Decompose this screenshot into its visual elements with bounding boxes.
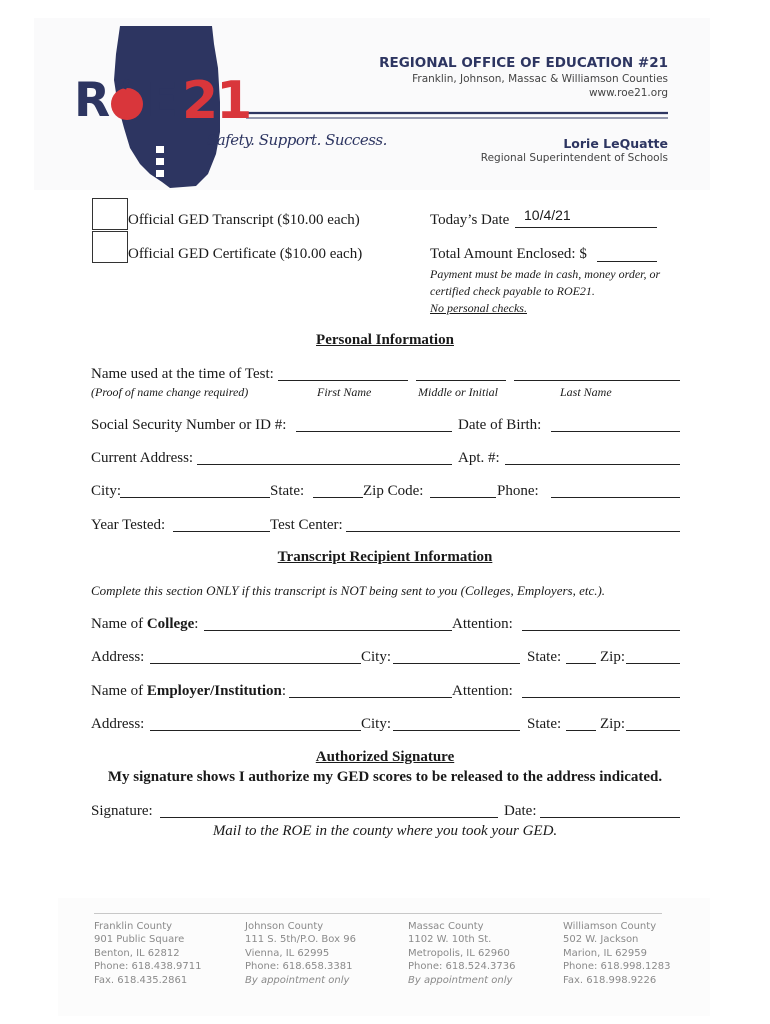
phone-label: Phone: — [497, 483, 539, 499]
footer-divider — [94, 913, 662, 914]
footer-address: 502 W. Jackson — [563, 934, 639, 946]
college-state-label: State: — [527, 649, 562, 665]
signature-date-field[interactable] — [540, 801, 680, 818]
footer-fax: Fax. 618.998.9226 — [563, 974, 657, 986]
transcript-option-label: Official GED Transcript ($10.00 each) — [128, 212, 360, 228]
superintendent-name: Lorie LeQuatte — [563, 136, 668, 151]
employer-state-label: State: — [527, 716, 562, 732]
footer-citystate: Vienna, IL 62995 — [245, 947, 330, 959]
footer-phone: Phone: 618.998.1283 — [563, 961, 671, 973]
personal-info-heading: Personal Information — [316, 332, 454, 348]
employer-name-field[interactable] — [289, 681, 452, 698]
college-name-label: Name of College: — [91, 616, 199, 632]
zip-code-field[interactable] — [430, 481, 496, 498]
last-name-field[interactable] — [514, 364, 680, 381]
ssn-field[interactable] — [296, 415, 452, 432]
footer-phone: Phone: 618.438.9711 — [94, 961, 202, 973]
college-word: College — [146, 616, 195, 632]
last-name-caption: Last Name — [560, 385, 612, 399]
college-zip-field[interactable] — [626, 647, 680, 664]
state-field[interactable] — [313, 481, 363, 498]
employer-attention-label: Attention: — [452, 683, 513, 699]
certificate-option-label: Official GED Certificate ($10.00 each) — [128, 246, 363, 262]
college-city-field[interactable] — [393, 647, 520, 664]
city-field[interactable] — [120, 481, 270, 498]
certificate-checkbox[interactable] — [92, 231, 128, 263]
middle-name-caption: Middle or Initial — [418, 385, 498, 399]
logo-number-21: 21 — [182, 71, 251, 131]
footer-williamson — [563, 920, 671, 987]
college-name-field[interactable] — [204, 614, 452, 631]
todays-date-value: 10/4/21 — [524, 207, 571, 223]
college-city-label: City: — [361, 649, 392, 665]
college-address-field[interactable] — [150, 647, 361, 664]
college-attention-label: Attention: — [452, 616, 513, 632]
employer-name-label: Name of Employer/Institution: — [91, 683, 286, 699]
signature-heading: Authorized Signature — [315, 749, 455, 765]
authorization-statement: My signature shows I authorize my GED scores to be released to the address indicated. — [107, 769, 663, 785]
signature-date-label: Date: — [504, 803, 537, 819]
dob-label: Date of Birth: — [458, 417, 542, 433]
ssn-label: Social Security Number or ID #: — [91, 417, 287, 433]
amount-enclosed-field[interactable] — [597, 245, 657, 262]
footer-appointment: By appointment only — [245, 974, 350, 986]
mail-note: Mail to the ROE in the county where you took your GED. — [212, 823, 558, 839]
footer-county: Williamson County — [563, 921, 657, 932]
test-center-label: Test Center: — [270, 517, 343, 533]
year-tested-label: Year Tested: — [91, 517, 166, 533]
footer-appointment: By appointment only — [408, 974, 513, 986]
footer-franklin — [94, 920, 202, 987]
footer-phone: Phone: 618.524.3736 — [408, 961, 516, 973]
current-address-field[interactable] — [197, 448, 452, 465]
proof-note: (Proof of name change required) — [91, 385, 249, 399]
amount-enclosed-label: Total Amount Enclosed: $ — [430, 246, 587, 262]
employer-zip-label: Zip: — [600, 716, 625, 732]
logo-letter-e: E — [146, 73, 179, 128]
college-state-field[interactable] — [566, 647, 596, 664]
footer-citystate: Benton, IL 62812 — [94, 947, 180, 959]
name-at-test-label: Name used at the time of Test: — [91, 366, 274, 382]
apple-logo-icon — [111, 88, 143, 120]
employer-city-label: City: — [361, 716, 392, 732]
first-name-field[interactable] — [278, 364, 408, 381]
state-label: State: — [270, 483, 305, 499]
test-center-field[interactable] — [346, 515, 680, 532]
website-link[interactable]: www.roe21.org — [588, 87, 668, 99]
recipient-heading: Transcript Recipient Information — [277, 549, 493, 565]
signature-field[interactable] — [160, 801, 498, 818]
zip-code-label: Zip Code: — [363, 483, 424, 499]
logo-letter-r: R — [74, 73, 109, 128]
footer-county: Johnson County — [245, 921, 324, 932]
footer-citystate: Metropolis, IL 62960 — [408, 947, 510, 959]
footer-phone: Phone: 618.658.3381 — [245, 961, 353, 973]
current-address-label: Current Address: — [91, 450, 194, 466]
name-of-text: Name of — [91, 683, 144, 699]
tagline: Safety. Support. Success. — [207, 131, 387, 149]
counties-line: Franklin, Johnson, Massac & Williamson Counties — [412, 73, 668, 85]
apt-label: Apt. #: — [458, 450, 500, 466]
footer-johnson — [245, 920, 356, 987]
footer-citystate: Marion, IL 62959 — [563, 947, 647, 959]
employer-state-field[interactable] — [566, 714, 596, 731]
superintendent-title: Regional Superintendent of Schools — [480, 152, 668, 164]
transcript-checkbox[interactable] — [92, 198, 128, 230]
employer-attention-field[interactable] — [522, 681, 680, 698]
recipient-instruction: Complete this section ONLY if this transcript is NOT being sent to you (Colleges, Employers, etc.). — [91, 583, 606, 598]
employer-city-field[interactable] — [393, 714, 520, 731]
footer-county: Franklin County — [94, 921, 173, 932]
college-attention-field[interactable] — [522, 614, 680, 631]
employer-address-field[interactable] — [150, 714, 361, 731]
payment-note-line1: Payment must be made in cash, money order, or — [430, 267, 661, 281]
middle-name-field[interactable] — [416, 364, 506, 381]
year-tested-field[interactable] — [173, 515, 270, 532]
employer-word: Employer/Institution — [146, 683, 282, 699]
footer-address: 901 Public Square — [94, 934, 185, 946]
footer-fax: Fax. 618.435.2861 — [94, 974, 188, 986]
footer-massac — [408, 920, 516, 987]
dob-field[interactable] — [551, 415, 680, 432]
city-label: City: — [91, 483, 122, 499]
college-zip-label: Zip: — [600, 649, 625, 665]
todays-date-label: Today’s Date — [430, 212, 510, 228]
payment-note-line3: No personal checks. — [430, 301, 527, 315]
phone-field[interactable] — [551, 481, 680, 498]
name-of-text: Name of — [91, 616, 144, 632]
employer-address-label: Address: — [91, 716, 145, 732]
footer-address: 111 S. 5th/P.O. Box 96 — [245, 934, 356, 946]
payment-note-line2: certified check payable to ROE21. — [430, 284, 595, 298]
footer-address: 1102 W. 10th St. — [408, 934, 492, 946]
signature-label: Signature: — [91, 803, 153, 819]
footer-county: Massac County — [408, 921, 484, 932]
office-title: REGIONAL OFFICE OF EDUCATION #21 — [379, 55, 668, 71]
apt-field[interactable] — [505, 448, 680, 465]
college-address-label: Address: — [91, 649, 145, 665]
first-name-caption: First Name — [317, 385, 372, 399]
employer-zip-field[interactable] — [626, 714, 680, 731]
